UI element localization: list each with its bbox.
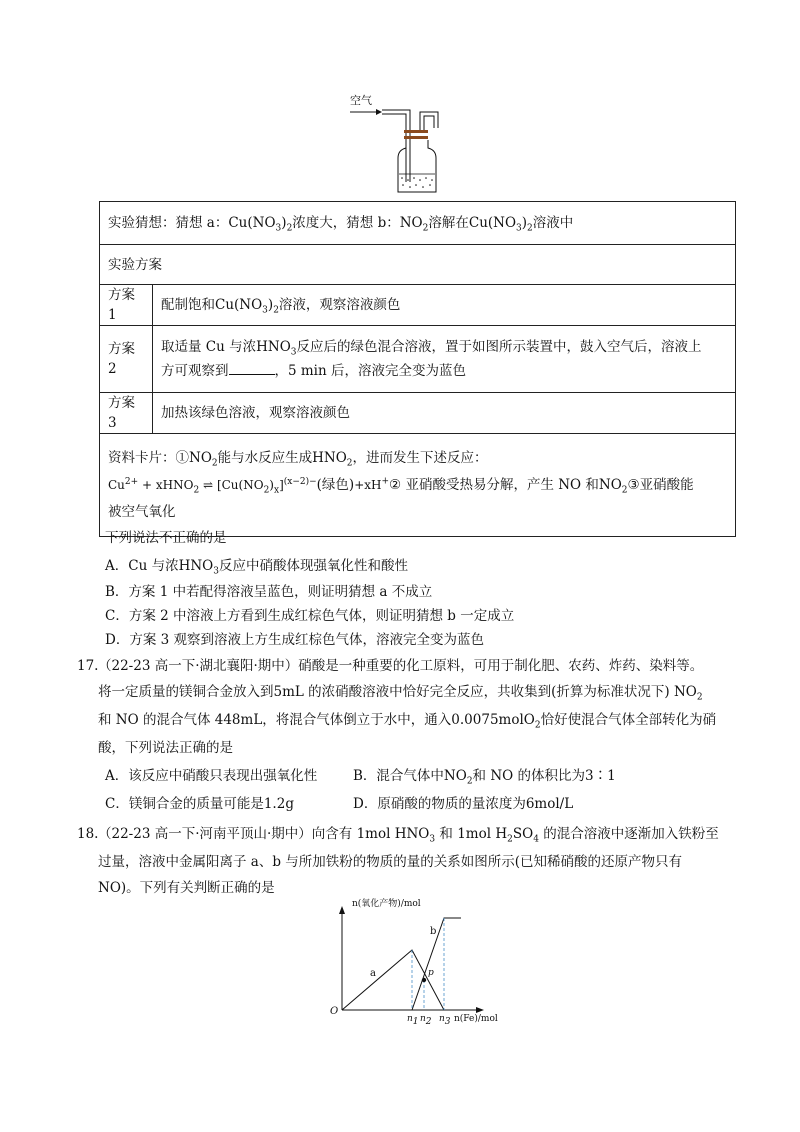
- info-text-c: ，进而发生下述反应：: [352, 449, 488, 466]
- q17-c-value: 1.2g: [263, 796, 294, 812]
- o2-amount: 0.0075molO: [451, 712, 535, 728]
- equilibrium-equation: $Cu^{2+}$ + xHNO$_2$ ⇌ $[Cu(NO_2)_x]^{(x-2)-}$: [108, 476, 317, 495]
- hno3-symbol: HNO: [256, 339, 291, 355]
- table-row: [100, 245, 736, 285]
- hypothesis-text-c: 溶解在: [428, 215, 469, 231]
- plan1-cell: [153, 285, 736, 326]
- x-axis-label: n(Fe)/mol: [454, 1014, 498, 1024]
- curve-a: [342, 950, 444, 1010]
- plan2-text-b: 反应后的绿色混合溶液，置于如图所示装置中，鼓入空气后，溶液上: [296, 339, 702, 355]
- q16-option-c[interactable]: C．方案 2 中溶液上方看到生成红棕色气体，则证明猜想 b 一定成立: [105, 608, 515, 624]
- q17-line3-b: 恰好使混合气体全部转化为硝: [540, 712, 717, 728]
- table-row: [100, 285, 736, 326]
- plan3-label: 方案 3: [100, 393, 153, 434]
- eq-cu: Cu: [108, 477, 125, 492]
- origin-label: O: [330, 1006, 339, 1017]
- tick-n3: $n_3$: [439, 1014, 451, 1027]
- plan1-text-b: 溶液，观察溶液颜色: [278, 297, 401, 313]
- tick-n1: $n_1$: [407, 1014, 419, 1027]
- cu-symbol: Cu: [228, 215, 248, 231]
- q18-line1-b: 和 1mol: [439, 826, 492, 842]
- gas-bottle-apparatus: [348, 92, 458, 198]
- plan2-text-a: 取适量 Cu 与浓: [161, 339, 257, 355]
- q17-option-c[interactable]: [105, 794, 294, 814]
- table-row: [100, 393, 736, 434]
- q17-b-text-b: 和 NO 的体积比为3∶1: [472, 768, 616, 784]
- q16-a-text: A．Cu 与浓: [105, 558, 179, 574]
- no2-formula: $NO_2$: [598, 476, 628, 496]
- cu-no3-formula: $Cu(NO_3)_2$: [215, 297, 279, 316]
- hno2-formula: $HNO_2$: [312, 449, 353, 469]
- q18-line1-c: 的混合溶液中逐渐加入铁粉至: [543, 826, 719, 842]
- hypothesis-text: 实验猜想：猜想 a：: [108, 215, 229, 231]
- tick-n3-text: n: [439, 1014, 445, 1024]
- q16-option-b[interactable]: B．方案 1 中若配得溶液呈蓝色，则证明猜想 a 不成立: [105, 584, 433, 600]
- table-row: [100, 434, 736, 537]
- table-row: [100, 202, 736, 245]
- q17-option-b[interactable]: [353, 766, 616, 786]
- table-row: [100, 326, 736, 393]
- equilibrium-arrow-icon: ⇌: [203, 477, 214, 492]
- q16-option-d[interactable]: D．方案 3 观察到溶液上方生成红棕色气体，溶液完全变为蓝色: [105, 632, 484, 648]
- no2-formula: $NO_2$: [443, 768, 473, 787]
- q18-number: 18.: [77, 826, 99, 842]
- graph-svg: [318, 898, 508, 1030]
- q18-line1-a: （22-23 高一下·河南平顶山·期中）向含有 1mol: [98, 826, 391, 842]
- q17-line2: [98, 682, 703, 702]
- tick-n2: $n_2$: [420, 1014, 432, 1027]
- air-label: 空气: [350, 94, 372, 107]
- plan2-text-d: ，5 min 后，溶液完全变为蓝色: [274, 363, 466, 379]
- plan-header-cell: 实验方案: [100, 245, 736, 285]
- no2-formula: $NO_2$: [189, 449, 218, 469]
- q17-number: 17.: [77, 658, 99, 674]
- q17-line3-a: 和 NO 的混合气体 448mL，将混合气体倒立于水中，通入: [98, 712, 452, 728]
- q17-line3: 和 NO 的混合气体 448mL，将混合气体倒立于水中，通入0.0075molO$_2$恰好使混合气体全部转化为硝: [98, 712, 717, 731]
- hypothesis-text-b: 浓度大，猜想 b：: [292, 215, 400, 231]
- intersection-point: [422, 978, 426, 982]
- hno3-formula: $HNO_3$: [256, 339, 297, 358]
- plan2-label: 方案 2: [100, 326, 153, 393]
- eq-hno2: + xHNO: [142, 477, 194, 492]
- plan3-cell: 加热该绿色溶液，观察溶液颜色: [153, 393, 736, 434]
- info-card-cell: 资料卡片：$①NO_2$能与水反应生成$HNO_2$，进而发生下述反应： $Cu^{2+}$ + xHNO$_2$ ⇌ $[Cu(NO_2)_x]^{(x-2)-}$(绿色)+xH+② 亚硝酸受热易分解，产生 NO 和$NO_2③$亚硝酸能 被空气氧化: [100, 434, 736, 537]
- curve-b-label: b: [430, 926, 437, 937]
- info-text-b: 能与水反应生成: [217, 449, 313, 466]
- eq-green: (绿色): [316, 476, 355, 493]
- no2-symbol: NO: [399, 215, 423, 231]
- info-text-f: 被空气氧化: [108, 503, 176, 520]
- no2-formula: $NO_2$: [673, 684, 703, 703]
- h2so4-formula: $H_2SO_4$: [495, 826, 539, 845]
- cu-formula: $Cu(NO_3)_2$: [228, 215, 293, 234]
- q16-a-text-b: 反应中硝酸体现强氧化性和酸性: [218, 558, 408, 574]
- q18-line2: 过量，溶液中金属阳离子 a、b 与所加铁粉的物质的量的关系如图所示(已知稀硝酸的还原产物只有: [98, 854, 683, 870]
- q17-line4: 酸，下列说法正确的是: [98, 740, 233, 756]
- cu-no3-formula: $Cu(NO_3)_2$: [468, 215, 533, 234]
- tick-n2-text: n: [420, 1014, 426, 1024]
- eq-h: +xH: [354, 477, 382, 492]
- q16-stem: 下列说法不正确的是: [105, 530, 227, 546]
- y-axis-label: n(氧化产物)/mol: [352, 899, 421, 909]
- tick-n1-text: n: [407, 1014, 413, 1024]
- experiment-table: [99, 201, 736, 537]
- hno3-formula: $HNO_3$: [394, 826, 436, 845]
- q16-option-a[interactable]: [105, 556, 408, 576]
- info-text-a: 资料卡片：①: [108, 449, 189, 466]
- info-text-d: ② 亚硝酸受热易分解，产生 NO 和: [389, 476, 599, 493]
- q17-b-text: B．混合气体中: [353, 768, 444, 784]
- q17-option-a[interactable]: A．该反应中硝酸只表现出强氧化性: [105, 768, 318, 784]
- q18-line3: NO)。下列有关判断正确的是: [98, 880, 275, 896]
- x-axis-arrow-icon: [476, 1007, 484, 1013]
- plan1-text-a: 配制饱和: [161, 297, 215, 313]
- plan2-text-c: 方可观察到: [161, 363, 229, 379]
- point-p-label: p: [428, 968, 434, 978]
- info-text-e: ③亚硝酸能: [627, 476, 694, 493]
- plan2-cell: [153, 326, 736, 393]
- eq-complex: [Cu(NO: [216, 477, 264, 492]
- iron-graph: [318, 898, 508, 1030]
- y-axis-arrow-icon: [339, 906, 345, 914]
- q17-option-d[interactable]: D．原硝酸的物质的量浓度为6mol/L: [353, 796, 574, 812]
- answer-blank: [229, 360, 275, 375]
- hypothesis-cell: [100, 202, 736, 245]
- q17-c-text: C．镁铜合金的质量可能是: [105, 796, 264, 812]
- q17-line2-text: 将一定质量的镁铜合金放入到5mL 的浓硝酸溶液中恰好完全反应，共收集到(折算为标准状况下): [98, 684, 670, 700]
- q18-line1: [98, 824, 719, 844]
- plan1-label: 方案 1: [100, 285, 153, 326]
- hypothesis-text-d: 溶液中: [532, 215, 574, 231]
- no3-symbol: NO: [252, 215, 276, 231]
- hno3-formula: $HNO_3$: [178, 558, 219, 577]
- no2-formula: $NO_2$: [399, 215, 429, 234]
- curve-a-label: a: [370, 968, 376, 979]
- q17-line1: （22-23 高一下·湖北襄阳·期中）硝酸是一种重要的化工原料，可用于制化肥、农药、炸药、染料等。: [98, 658, 704, 674]
